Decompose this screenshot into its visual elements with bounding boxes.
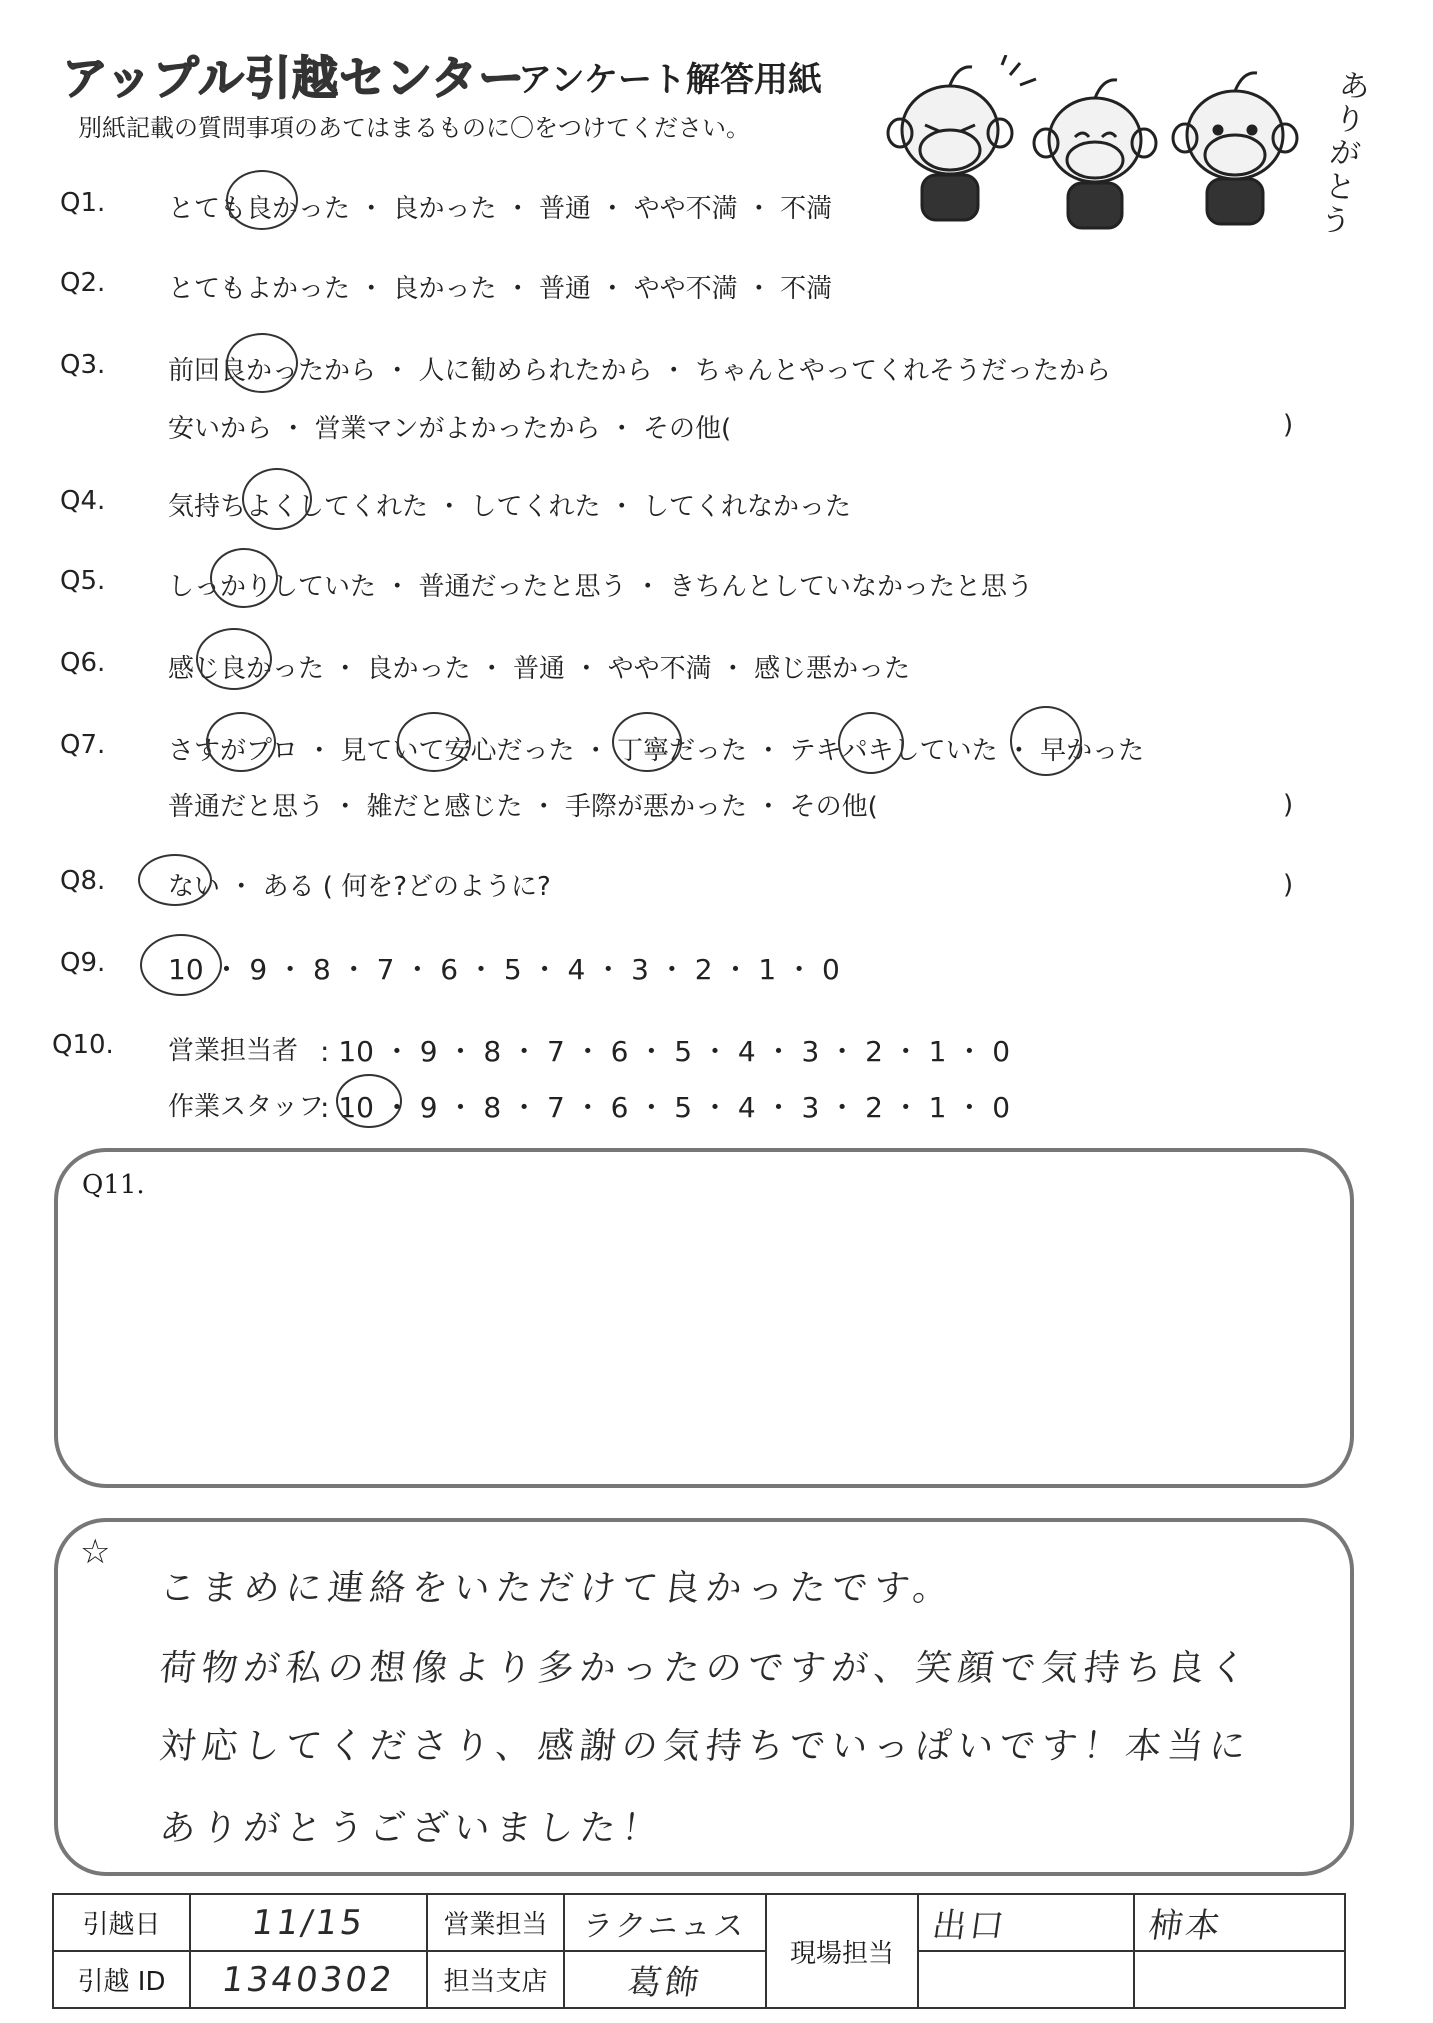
info-table bbox=[52, 1893, 1346, 2009]
q2-options: とてもよかった ・ 良かった ・ 普通 ・ やや不満 ・ 不満 bbox=[168, 274, 833, 304]
q11-answer-box bbox=[54, 1148, 1354, 1488]
q4-answer-circle bbox=[242, 468, 312, 530]
q8-label: Q8. bbox=[60, 866, 106, 896]
move-id-label: 引越 ID bbox=[53, 1951, 190, 2008]
star-mark: ☆ bbox=[80, 1532, 111, 1572]
q9-answer-circle bbox=[140, 934, 222, 996]
move-date-label: 引越日 bbox=[53, 1894, 190, 1951]
q8-options: ない ・ ある ( 何を?どのように? bbox=[168, 872, 551, 902]
branch-value: 葛飾 bbox=[624, 1963, 705, 2003]
site-label: 現場担当 bbox=[766, 1894, 918, 2008]
q9-label: Q9. bbox=[60, 948, 106, 978]
q6-answer-circle bbox=[196, 628, 272, 690]
q3-answer-circle bbox=[226, 333, 298, 393]
q8-close-paren: ) bbox=[1283, 870, 1294, 900]
q1-answer-circle bbox=[226, 170, 298, 230]
site-value-2: 柿本 bbox=[1145, 1906, 1226, 1946]
comment-line-4: ありがとうございました！ bbox=[157, 1808, 666, 1849]
q3-options-line2: 安いから ・ 営業マンがよかったから ・ その他( bbox=[168, 414, 732, 444]
q11-label: Q11. bbox=[82, 1170, 145, 1200]
q7-label: Q7. bbox=[60, 730, 106, 760]
q6-label: Q6. bbox=[60, 648, 106, 678]
sales-value: ラクニュス bbox=[579, 1908, 750, 1944]
q3-close-paren: ) bbox=[1283, 410, 1294, 440]
q7-answer-circle-anshin bbox=[397, 712, 471, 772]
sales-label: 営業担当 bbox=[427, 1894, 564, 1951]
q3-label: Q3. bbox=[60, 350, 106, 380]
q2-label: Q2. bbox=[60, 268, 106, 298]
q1-options: とても良かった ・ 良かった ・ 普通 ・ やや不満 ・ 不満 bbox=[168, 194, 833, 224]
form-title: アンケート解答用紙 bbox=[518, 60, 822, 100]
q5-label: Q5. bbox=[60, 566, 106, 596]
q7-answer-circle-pro bbox=[206, 712, 276, 772]
q7-answer-circle-teinei bbox=[612, 712, 682, 772]
q8-answer-circle bbox=[138, 854, 212, 906]
site-value-1: 出口 bbox=[929, 1906, 1010, 1946]
q7-options-line2: 普通だと思う ・ 雑だと感じた ・ 手際が悪かった ・ その他( bbox=[168, 792, 878, 822]
q7-close-paren: ) bbox=[1283, 790, 1294, 820]
q5-options: しっかりしていた ・ 普通だったと思う ・ きちんとしていなかったと思う bbox=[168, 572, 1034, 602]
move-id-value: 1340302 bbox=[219, 1959, 398, 2000]
comment-line-1: こまめに連絡をいただけて良かったです。 bbox=[157, 1568, 957, 1609]
q10-staff-scale: : 10 ・ 9 ・ 8 ・ 7 ・ 6 ・ 5 ・ 4 ・ 3 ・ 2 ・ 1 ・ 0 bbox=[320, 1091, 1011, 1124]
q7-options-line1: さすがプロ ・ 見ていて安心だった ・ 丁寧だった ・ テキパキしていた ・ 早かった bbox=[168, 736, 1145, 766]
q10-label: Q10. bbox=[52, 1030, 114, 1060]
q6-options: 感じ良かった ・ 良かった ・ 普通 ・ やや不満 ・ 感じ悪かった bbox=[168, 654, 911, 684]
q7-answer-circle-tekipaki bbox=[838, 712, 904, 774]
q10-staff-answer-circle bbox=[336, 1074, 402, 1128]
site-empty-cell-1 bbox=[918, 1951, 1134, 2008]
q1-label: Q1. bbox=[60, 188, 106, 218]
q9-scale: 10 ・ 9 ・ 8 ・ 7 ・ 6 ・ 5 ・ 4 ・ 3 ・ 2 ・ 1 ・ 0 bbox=[168, 953, 840, 986]
q10-sales-label: 営業担当者 bbox=[168, 1036, 299, 1066]
mascot-thanks-text: ありがとう bbox=[1318, 67, 1372, 241]
q7-answer-circle-hayai bbox=[1010, 706, 1082, 776]
q10-sales-scale: : 10 ・ 9 ・ 8 ・ 7 ・ 6 ・ 5 ・ 4 ・ 3 ・ 2 ・ 1 ・ 0 bbox=[320, 1035, 1011, 1068]
branch-label: 担当支店 bbox=[427, 1951, 564, 2008]
q4-label: Q4. bbox=[60, 486, 106, 516]
site-empty-cell-2 bbox=[1134, 1951, 1345, 2008]
comment-line-3: 対応してくださり、感謝の気持ちでいっぱいです！本当に bbox=[157, 1726, 1254, 1767]
q3-options-line1: 前回良かったから ・ 人に勧められたから ・ ちゃんとやってくれそうだったから bbox=[168, 356, 1112, 386]
comment-line-2: 荷物が私の想像より多かったのですが、笑顔で気持ち良く bbox=[157, 1648, 1254, 1689]
move-date-value: 11/15 bbox=[249, 1902, 368, 1943]
q5-answer-circle bbox=[210, 548, 278, 608]
q10-staff-label: 作業スタッフ bbox=[168, 1092, 325, 1122]
q4-options: 気持ちよくしてくれた ・ してくれた ・ してくれなかった bbox=[168, 492, 852, 522]
company-name: アップル引越センター bbox=[62, 51, 526, 105]
monkey-mascots-illustration bbox=[880, 55, 1340, 245]
instruction-text: 別紙記載の質問事項のあてはまるものに〇をつけてください。 bbox=[78, 114, 750, 142]
